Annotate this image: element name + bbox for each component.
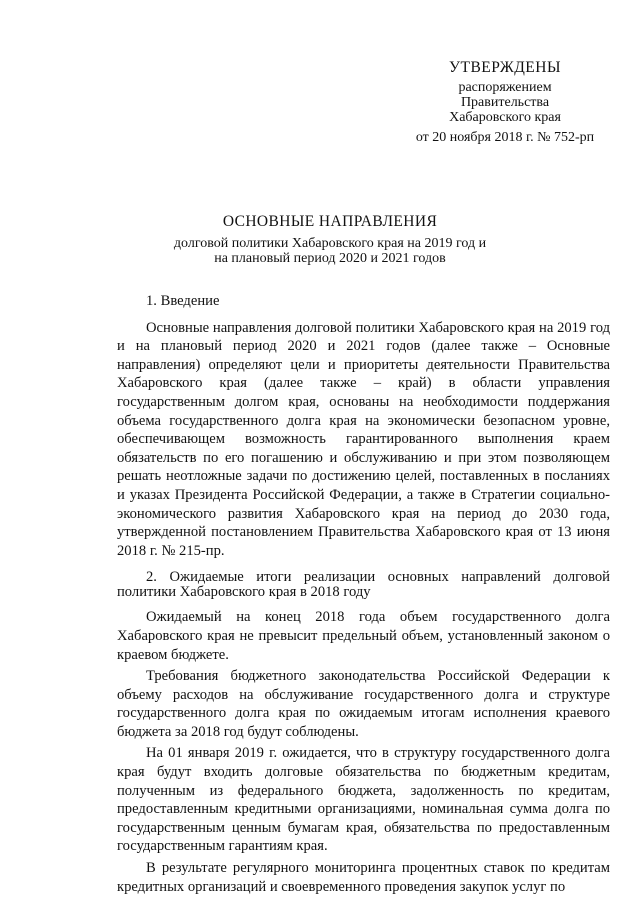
document-title — [130, 214, 530, 266]
title-main: ОСНОВНЫЕ НАПРАВЛЕНИЯ — [222, 213, 438, 230]
approval-stamp — [400, 60, 610, 145]
section-2-paragraph-4: В результате регулярного мониторинга процентных ставок по кредитам кредитных организаций и своевременного проведения закупок услуг по — [117, 860, 610, 895]
section-2-paragraph-3: На 01 января 2019 г. ожидается, что в структуру государственного долга края будут входить долговые обязательства по бюджетным кредитам, полученным из федерального бюджета, задолженность по кредитам, предоставленным кредитными организациями, номинальная сумма долга по государственным ценным бумагам края, обязательства по предоставленным государственным гарантиям края. — [117, 745, 610, 855]
approval-line-2: Правительства — [460, 95, 550, 110]
section-2-paragraph-1: Ожидаемый на конец 2018 года объем государственного долга Хабаровского края не превысит предельный объем, установленный законом о краевом бюджете. — [117, 609, 610, 663]
section-1-paragraph-1: Основные направления долговой политики Хабаровского края на 2019 год и на плановый период 2020 и 2021 годов (далее также – Основные направления) определяют цели и приоритеты деятельности Правительства Хабаровского края (далее также – край) в области управления государственным долгом края, основаны на необходимости поддержания объема государственного долга края на экономически безопасном уровне, обеспечивающем возможность гарантированного выполнения краем обязательств по его погашению и обслуживанию и при этом позволяющем решать неотложные задачи по достижению целей, поставленных в посланиях и указах Президента Российской Федерации, а также в Стратегии социально-экономического развития Хабаровского края на период до 2030 года, утвержденной постановлением Правительства Хабаровского края от 13 июня 2018 г. № 215-пр. — [117, 319, 610, 559]
approval-date: от 20 ноября 2018 г. № 752-рп — [415, 130, 595, 145]
approval-heading: УТВЕРЖДЕНЫ — [449, 59, 561, 76]
section-2-heading: 2. Ожидаемые итоги реализации основных направлений долговой политики Хабаровского края в 2018 году — [117, 569, 610, 601]
title-line-2: на плановый период 2020 и 2021 годов — [214, 251, 446, 266]
section-2-paragraph-2: Требования бюджетного законодательства Российской Федерации к объему расходов на обслуживание государственного долга и структуре государственного долга края по ожидаемым итогам исполнения краевого бюджета за 2018 год будут соблюдены. — [117, 668, 610, 740]
title-line-1: долговой политики Хабаровского края на 2019 год и — [173, 236, 487, 251]
document-body — [117, 292, 610, 896]
approval-line-1: распоряжением — [458, 80, 552, 95]
approval-line-3: Хабаровского края — [449, 110, 561, 125]
section-1-heading: 1. Введение — [146, 293, 220, 309]
